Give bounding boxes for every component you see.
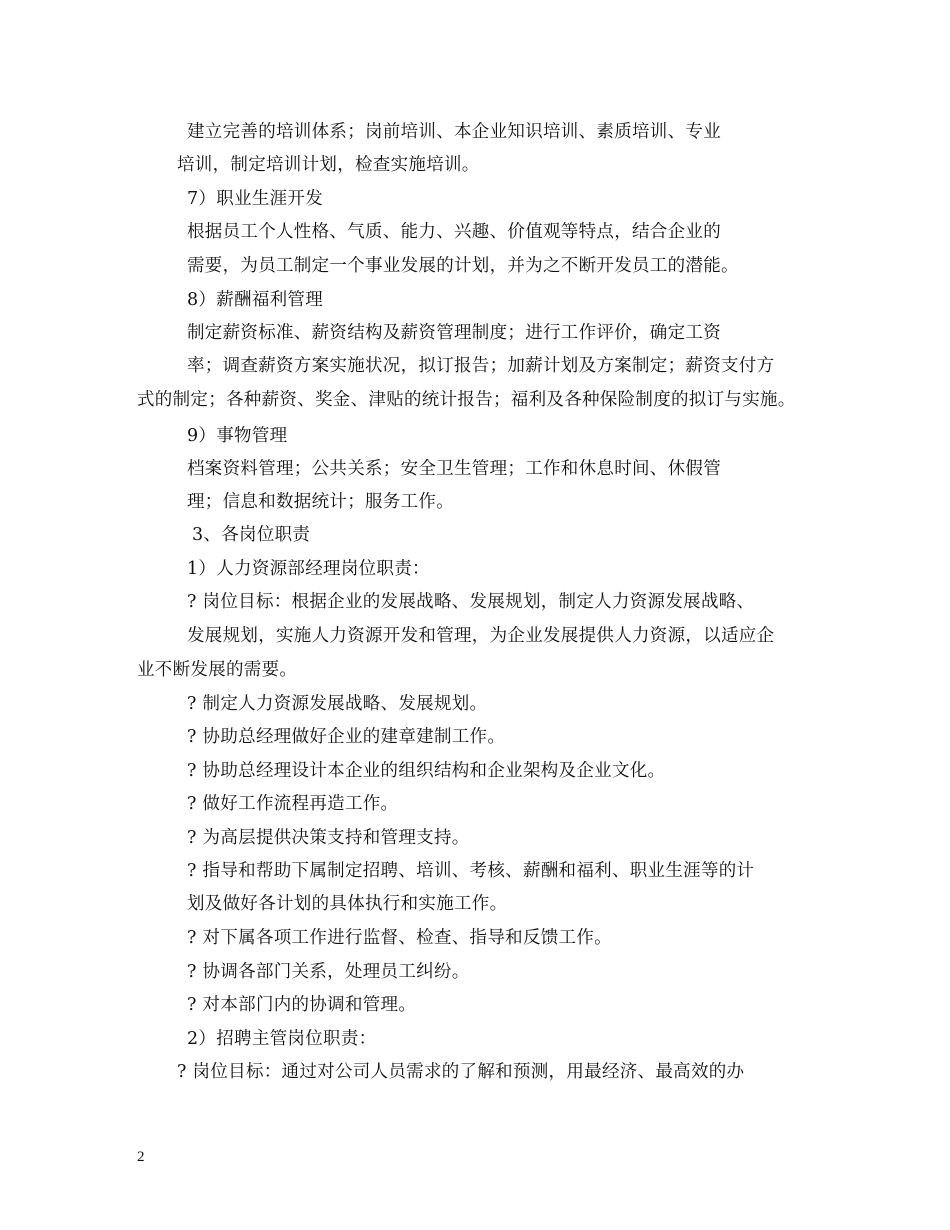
text-line: 划及做好各计划的具体执行和实施工作。 [187,894,508,914]
list-item: ? 为高层提供决策支持和管理支持。 [187,828,470,848]
section-heading: 8）薪酬福利管理 [187,290,324,310]
list-item: ? 制定人力资源发展战略、发展规划。 [187,694,488,714]
text-line: 根据员工个人性格、气质、能力、兴趣、价值观等特点，结合企业的 [187,222,721,242]
text-line: 需要，为员工制定一个事业发展的计划，并为之不断开发员工的潜能。 [187,256,739,276]
text-line: 档案资料管理；公共关系；安全卫生管理；工作和休息时间、休假管 [187,459,721,479]
list-item: ? 对下属各项工作进行监督、检查、指导和反馈工作。 [187,928,612,948]
section-heading: 9）事物管理 [187,426,288,446]
list-item: ? 对本部门内的协调和管理。 [187,995,417,1015]
list-item: ? 协助总经理设计本企业的组织结构和企业架构及企业文化。 [187,761,666,781]
text-line: 业不断发展的需要。 [137,660,298,680]
section-heading: 3、各岗位职责 [192,525,311,545]
text-line: 制定薪资标准、薪资结构及薪资管理制度；进行工作评价，确定工资 [187,323,721,343]
list-item: ? 做好工作流程再造工作。 [187,794,399,814]
list-item: ? 协调各部门关系，处理员工纠纷。 [187,962,470,982]
text-line: 建立完善的培训体系；岗前培训、本企业知识培训、素质培训、专业 [187,122,721,142]
text-line: 式的制定；各种薪资、奖金、津贴的统计报告；福利及各种保险制度的拟订与实施。 [137,390,796,410]
list-item: ? 岗位目标：根据企业的发展战略、发展规划，制定人力资源发展战略、 [187,592,755,612]
text-line: 发展规划，实施人力资源开发和管理，为企业发展提供人力资源，以适应企 [187,626,775,646]
list-item: ? 协助总经理做好企业的建章建制工作。 [187,727,506,747]
list-item: ? 岗位目标：通过对公司人员需求的了解和预测，用最经济、最高效的办 [177,1062,745,1082]
section-heading: 2）招聘主管岗位职责： [187,1029,377,1049]
text-line: 培训，制定培训计划，检查实施培训。 [177,155,480,175]
list-item: ? 指导和帮助下属制定招聘、培训、考核、薪酬和福利、职业生涯等的计 [187,861,755,881]
text-line: 理；信息和数据统计；服务工作。 [187,492,454,512]
text-line: 率；调查薪资方案实施状况，拟订报告；加薪计划及方案制定；薪资支付方 [187,356,775,376]
page-number: 2 [137,1149,145,1165]
section-heading: 7）职业生涯开发 [187,189,324,209]
section-heading: 1）人力资源部经理岗位职责： [187,559,430,579]
